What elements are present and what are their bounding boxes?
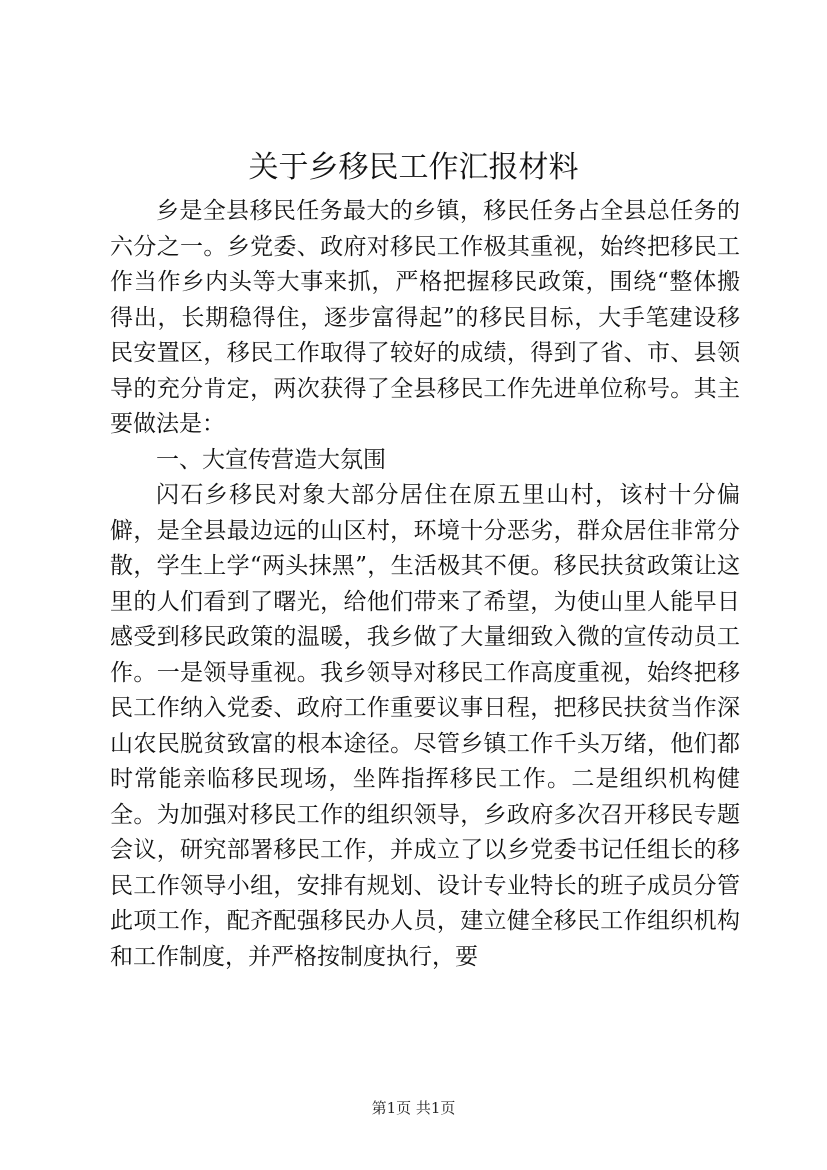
paragraph-section-1: 闪石乡移民对象大部分居住在原五里山村，该村十分偏僻，是全县最边远的山区村，环境十分恶劣，群众居住非常分散，学生上学“两头抹黑”，生活极其不便。移民扶贫政策让这里的人们看到了曙光，给他们带来了希望，为使山里人能早日感受到移民政策的温暖，我乡做了大量细致入微的宣传动员工作。一是领导重视。我乡领导对移民工作高度重视，始终把移民工作纳入党委、政府工作重要议事日程，把移民扶贫当作深山农民脱贫致富的根本途径。尽管乡镇工作千头万绪，他们都时常能亲临移民现场，坐阵指挥移民工作。二是组织机构健全。为加强对移民工作的组织领导，乡政府多次召开移民专题会议，研究部署移民工作，并成立了以乡党委书记任组长的移民工作领导小组，安排有规划、设计专业特长的班子成员分管此项工作，配齐配强移民办人员，建立健全移民工作组织机构和工作制度，并严格按制度执行，要 (110, 482, 740, 970)
page-footer: 第1页 共1页 (371, 1099, 456, 1117)
document-body (110, 194, 740, 975)
document-title: 关于乡移民工作汇报材料 (248, 150, 579, 185)
section-heading: 一、大宣传营造大氛围 (156, 446, 386, 473)
paragraph-intro: 乡是全县移民任务最大的乡镇，移民任务占全县总任务的六分之一。乡党委、政府对移民工作极其重视，始终把移民工作当作乡内头等大事来抓，严格把握移民政策，围绕“整体搬得出，长期稳得住，逐步富得起”的移民目标，大手笔建设移民安置区，移民工作取得了较好的成绩，得到了省、市、县领导的充分肯定，两次获得了全县移民工作先进单位称号。其主要做法是： (110, 198, 740, 437)
